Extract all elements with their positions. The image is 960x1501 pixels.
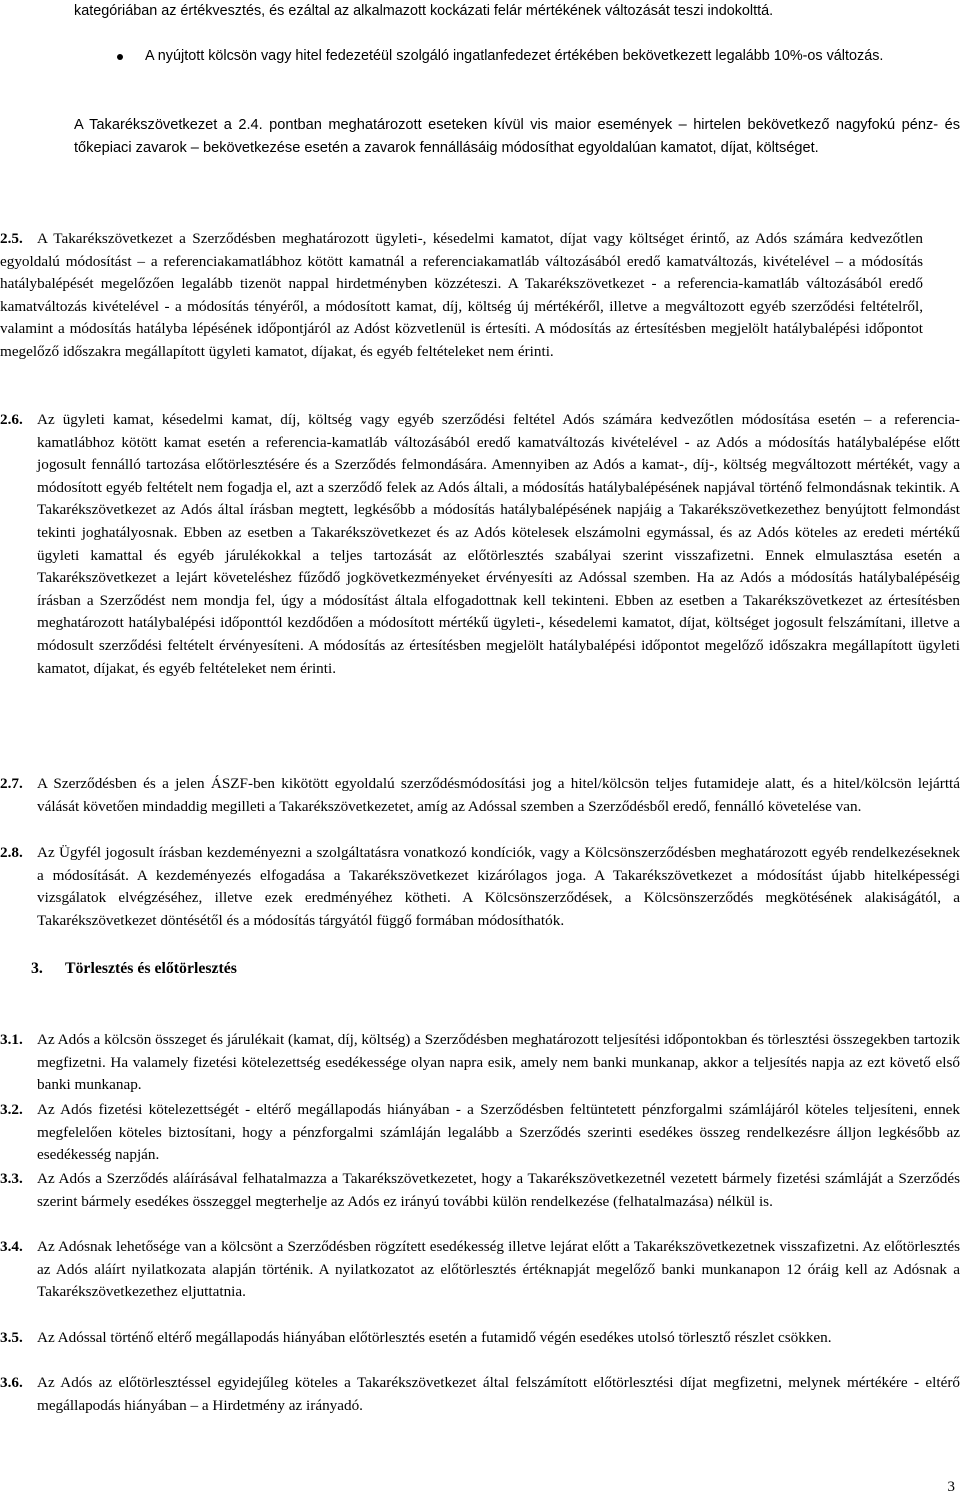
clause-number: 2.8.	[0, 844, 23, 861]
paragraph-intro-tail: kategóriában az értékvesztés, és ezáltal az alkalmazott kockázati felár mértékének változását teszi indokolttá.	[74, 3, 774, 19]
clause-number: 3.4.	[0, 1238, 23, 1255]
clause-number: 3.3.	[0, 1170, 23, 1187]
clause-number: 3.1.	[0, 1031, 23, 1048]
clause-number: 3.5.	[0, 1329, 23, 1346]
section-number: 3.	[31, 960, 43, 977]
bullet-text: A nyújtott kölcsön vagy hitel fedezetéül szolgáló ingatlanfedezet értékében bekövetkezett legalább 10%-os változás.	[145, 48, 884, 64]
clause-text: A Szerződésben és a jelen ÁSZF-ben kikötött egyoldalú szerződésmódosítási jog a hitel/kölcsön teljes futamideje alatt, és a hitel/kölcsön lejárttá válását követően mindaddig megilleti a Takarékszövetkezetet, amíg az Adóssal szemben a Szerződésből eredő, fennálló követelése van.	[37, 775, 960, 815]
clause-text: Az Adósnak lehetősége van a kölcsönt a Szerződésben rögzített esedékesség illetve lejárat előtt a Takarékszövetkezetnek visszafizetni. Az előtörlesztés az Adós aláírt nyilatkozata alapján történik. A nyilatkozatot az előtörlesztés értéknapját megelőző banki munkanapon 12 óráig kell az Adósnak a Takarékszövetkezethez eljuttatnia.	[37, 1238, 960, 1301]
clause-text: Az Adóssal történő eltérő megállapodás hiányában előtörlesztés esetén a futamidő végén esedékes utolsó törlesztő részlet csökken.	[37, 1329, 832, 1346]
clause-text: Az ügyleti kamat, késedelmi kamat, díj, költség vagy egyéb szerződési feltétel Adós számára kedvezőtlen módosítása esetén – a referencia-kamatlábhoz kötött kamat esetén a referencia-kamatláb változásából eredő kamatváltozás kivételével - az Adós a módosítás hatálybalépése előtt jogosult fennálló tartozása előtörlesztésére és a Szerződés felmondására. Amennyiben az Adós a kamat-, díj-, költség megváltozott mértékét, vagy a módosított egyéb feltételt nem fogadja el, azt a szerződő felek az Adós általi, a módosítás hatálybalépésének napjával történő felmondásnak tekintik. A Takarékszövetkezet az Adós által írásban megtett, legkésőbb a módosítás hatálybalépésének napjáig a Takarékszövetkezethez benyújtott felmondást tekinti joghatályosnak. Ebben az esetben a Takarékszövetkezet és az Adós kötelesek elszámolni egymással, és az Adós köteles az eredeti mértékű ügyleti kamattal és egyéb járulékokkal a teljes tartozását az előtörlesztés szabályai szerint visszafizetni. Ennek elmulasztása esetén a Takarékszövetkezet a lejárt követeléshez fűződő jogkövetkezményeket érvényesíti az Adóssal szemben. Ha az Adós a módosítás hatálybalépéséig írásban a Szerződést nem mondja fel, úgy a módosítást általa elfogadottnak kell tekinteni. Ebben az esetben a Takarékszövetkezet az értesítésben meghatározott hatálybalépési időponttól kezdődően a módosított mértékű ügyleti-, késedelemi kamatot, díjat, költséget jogosult felszámítani, illetve a módosult szerződési feltételt érvényesíteni. A módosítás az értesítésben megjelölt hatálybalépési időpontot megelőző időszakra megállapított ügyleti kamatot, díjakat, és egyéb feltételeket nem érinti.	[37, 411, 960, 677]
clause-number: 2.6.	[0, 411, 23, 428]
clause-text: Az Ügyfél jogosult írásban kezdeményezni a szolgáltatásra vonatkozó kondíciók, vagy a Kölcsönszerződésben meghatározott egyéb rendelkezéseknek a módosítását. A kezdeményezés elfogadása a Takarékszövetkezet kizárólagos joga. A Takarékszövetkezet a módosítást újabb hitelképességi vizsgálatok elvégzéséhez, illetve ezek eredményéhez kötheti. A Kölcsönszerződések, a Kölcsönszerződés megkötésének alakiságától, a Takarékszövetkezet döntésétől és a módosítás tárgyától függő formában módosíthatók.	[37, 844, 960, 929]
clause-number: 2.7.	[0, 775, 23, 792]
clause-number: 2.5.	[0, 230, 23, 247]
page-number: 3	[947, 1478, 955, 1495]
section-heading	[31, 958, 237, 981]
clause-number: 3.6.	[0, 1374, 23, 1391]
section-title: Törlesztés és előtörlesztés	[65, 960, 237, 977]
clause-text: Az Adós fizetési kötelezettségét - eltérő megállapodás hiányában - a Szerződésben feltüntetett pénzforgalmi számlájáról köteles teljesíteni, ennek megfelelően köteles biztosítani, hogy a pénzforgalmi számláján legalább a Szerződés szerinti esedékes összeg rendelkezésre álljon legkésőbb az esedékesség napján.	[37, 1101, 960, 1164]
clause-text: Az Adós a kölcsön összeget és járulékait (kamat, díj, költség) a Szerződésben meghatározott teljesítési időpontokban és törlesztési összegekben tartozik megfizetni. Ha valamely fizetési kötelezettség esedékessége olyan napra esik, amely nem banki munkanap, akkor a teljesítés napja az ezt követő első banki munkanap.	[37, 1031, 960, 1094]
paragraph-2-4-reference: A Takarékszövetkezet a 2.4. pontban meghatározott eseteken kívül vis maior események – hirtelen bekövetkező nagyfokú pénz- és tőkepiaci zavarok – bekövetkezése esetén a zavarok fennállásáig módosíthat egyoldalúan kamatot, díjat, költséget.	[74, 117, 960, 156]
clause-text: Az Adós a Szerződés aláírásával felhatalmazza a Takarékszövetkezetet, hogy a Takarékszövetkezetnél vezetett bármely fizetési számláját a Szerződés szerint bármely esedékes összeggel megterhelje az Adós ez irányú további külön rendelkezése (felhatalmazása) nélkül is.	[37, 1170, 960, 1210]
clause-text: Az Adós az előtörlesztéssel egyidejűleg köteles a Takarékszövetkezet által felszámított előtörlesztési díjat megfizetni, melynek mértékére - eltérő megállapodás hiányában – a Hirdetmény az irányadó.	[37, 1374, 960, 1414]
clause-text: A Takarékszövetkezet a Szerződésben meghatározott ügyleti-, késedelmi kamatot, díjat vagy költséget érintő, az Adós számára kedvezőtlen egyoldalú módosítást – a referenciakamatlábhoz kötött kamatnál a referenciakamatláb változásából eredő kamatváltozás, kivételével – a módosítás hatálybalépését megelőzően legalább tizenöt nappal hirdetményben közzéteszi. A Takarékszövetkezet - a referencia-kamatláb változásából eredő kamatváltozás kivételével - a módosítás tényéről, a módosított kamat, díj, költség új mértékéről, illetve a megváltozott egyéb szerződési feltételről, valamint a módosítás hatályba lépésének időpontjáról az Adóst közvetlenül is értesíti. A módosítás az értesítésben megjelölt hatálybalépési időpontot megelőző időszakra megállapított ügyleti kamatot, díjakat, és egyéb feltételeket nem érinti.	[0, 230, 923, 360]
clause-number: 3.2.	[0, 1101, 23, 1118]
